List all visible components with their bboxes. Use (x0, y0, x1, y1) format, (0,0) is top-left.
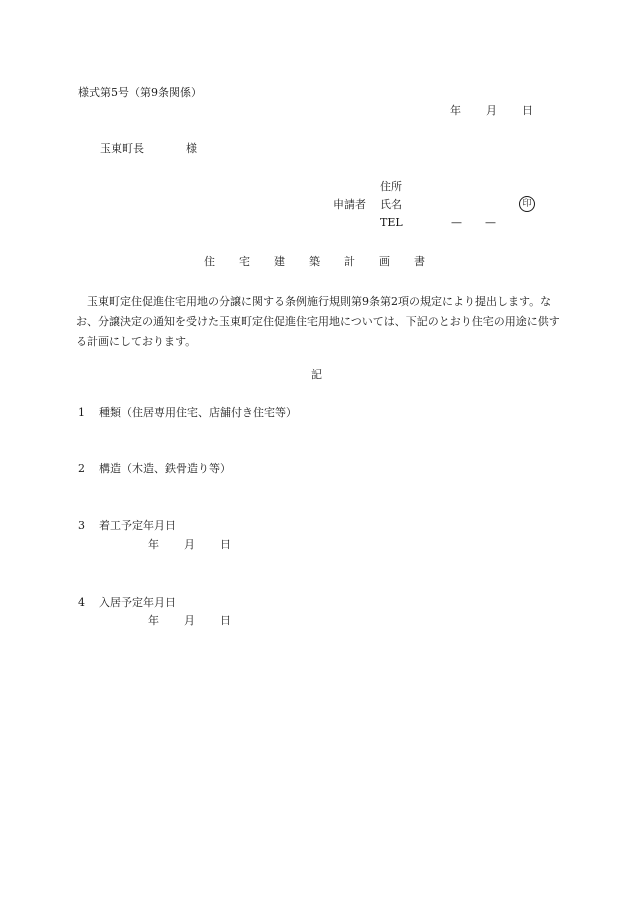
date-month: 月 (486, 104, 497, 117)
title-char: 計 (344, 255, 355, 268)
title-char: 築 (309, 255, 320, 268)
item-label: 着工予定年月日 (99, 519, 176, 532)
item-number: 2 (78, 462, 85, 475)
date-year: 年 (450, 104, 461, 117)
body-paragraph: 玉東町定住促進住宅用地の分譲に関する条例施行規則第9条第2項の規定により提出します。なお、分譲決定の通知を受けた玉東町定住促進住宅用地については、下記のとおり住宅の用途に供する計画にしております。 (76, 295, 560, 348)
item-number: 3 (78, 519, 85, 532)
date-month: 月 (184, 614, 195, 627)
applicant-label: 申請者 (333, 198, 366, 211)
item-4-date (148, 615, 231, 626)
item-label: 構造（木造、鉄骨造り等） (99, 462, 231, 475)
title-char: 建 (274, 255, 285, 268)
title-char: 住 (204, 255, 215, 268)
date-day: 日 (522, 104, 533, 117)
seal-icon: 印 (519, 196, 535, 212)
item-number: 1 (78, 406, 85, 419)
tel-dash-2: — (485, 216, 496, 229)
tel-label: TEL (380, 216, 403, 229)
title-char: 書 (414, 255, 425, 268)
name-label: 氏名 (380, 198, 402, 211)
addressee-name: 玉東町長 (100, 142, 144, 155)
item-3 (78, 520, 176, 531)
tel-dash-1: — (451, 216, 462, 229)
address-label: 住所 (380, 180, 402, 193)
date-month: 月 (184, 538, 195, 551)
item-1 (78, 407, 297, 418)
title-char: 画 (379, 255, 390, 268)
ki-heading: 記 (311, 368, 322, 381)
item-number: 4 (78, 596, 85, 609)
item-label: 入居予定年月日 (99, 596, 176, 609)
submission-date (450, 105, 533, 116)
item-4 (78, 597, 176, 608)
date-year: 年 (148, 614, 159, 627)
date-day: 日 (220, 538, 231, 551)
form-number: 様式第5号（第9条関係） (78, 86, 202, 99)
item-label: 種類（住居専用住宅、店舗付き住宅等） (99, 406, 297, 419)
date-year: 年 (148, 538, 159, 551)
title-char: 宅 (239, 255, 250, 268)
addressee-honorific: 様 (186, 142, 197, 155)
item-3-date (148, 539, 231, 550)
item-2 (78, 463, 231, 474)
date-day: 日 (220, 614, 231, 627)
addressee (100, 143, 197, 154)
document-title (204, 256, 449, 267)
